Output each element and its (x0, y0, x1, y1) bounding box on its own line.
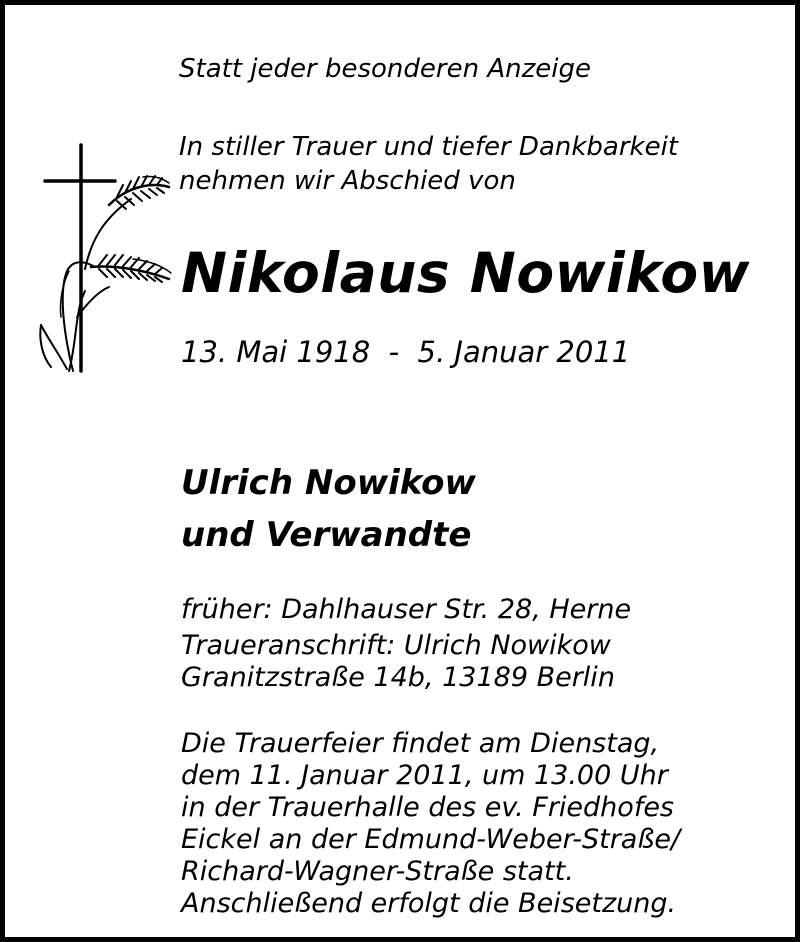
mourner-line-1: Ulrich Nowikow (181, 463, 476, 503)
address-line-2: Traueranschrift: Ulrich Nowikow (181, 630, 611, 661)
service-line-4: Eickel an der Edmund-Weber-Straße/ (181, 824, 681, 855)
intro-line: Statt jeder besonderen Anzeige (179, 54, 591, 84)
lead-line-2: nehmen wir Abschied von (179, 166, 516, 196)
service-line-6: Anschließend erfolgt die Beisetzung. (181, 888, 677, 919)
service-line-3: in der Trauerhalle des ev. Friedhofes (181, 792, 675, 823)
lead-line-1: In stiller Trauer und tiefer Dankbarkeit (179, 132, 679, 162)
address-line-1: früher: Dahlhauser Str. 28, Herne (181, 594, 632, 625)
cross-with-wheat-icon (33, 141, 173, 373)
service-line-5: Richard-Wagner-Straße statt. (181, 856, 574, 887)
deceased-name: Nikolaus Nowikow (181, 241, 750, 305)
mourner-line-2: und Verwandte (181, 515, 472, 555)
address-line-3: Granitzstraße 14b, 13189 Berlin (181, 662, 615, 693)
service-line-2: dem 11. Januar 2011, um 13.00 Uhr (181, 760, 668, 791)
service-line-1: Die Trauerfeier findet am Dienstag, (181, 728, 660, 759)
life-dates: 13. Mai 1918 - 5. Januar 2011 (181, 335, 631, 369)
